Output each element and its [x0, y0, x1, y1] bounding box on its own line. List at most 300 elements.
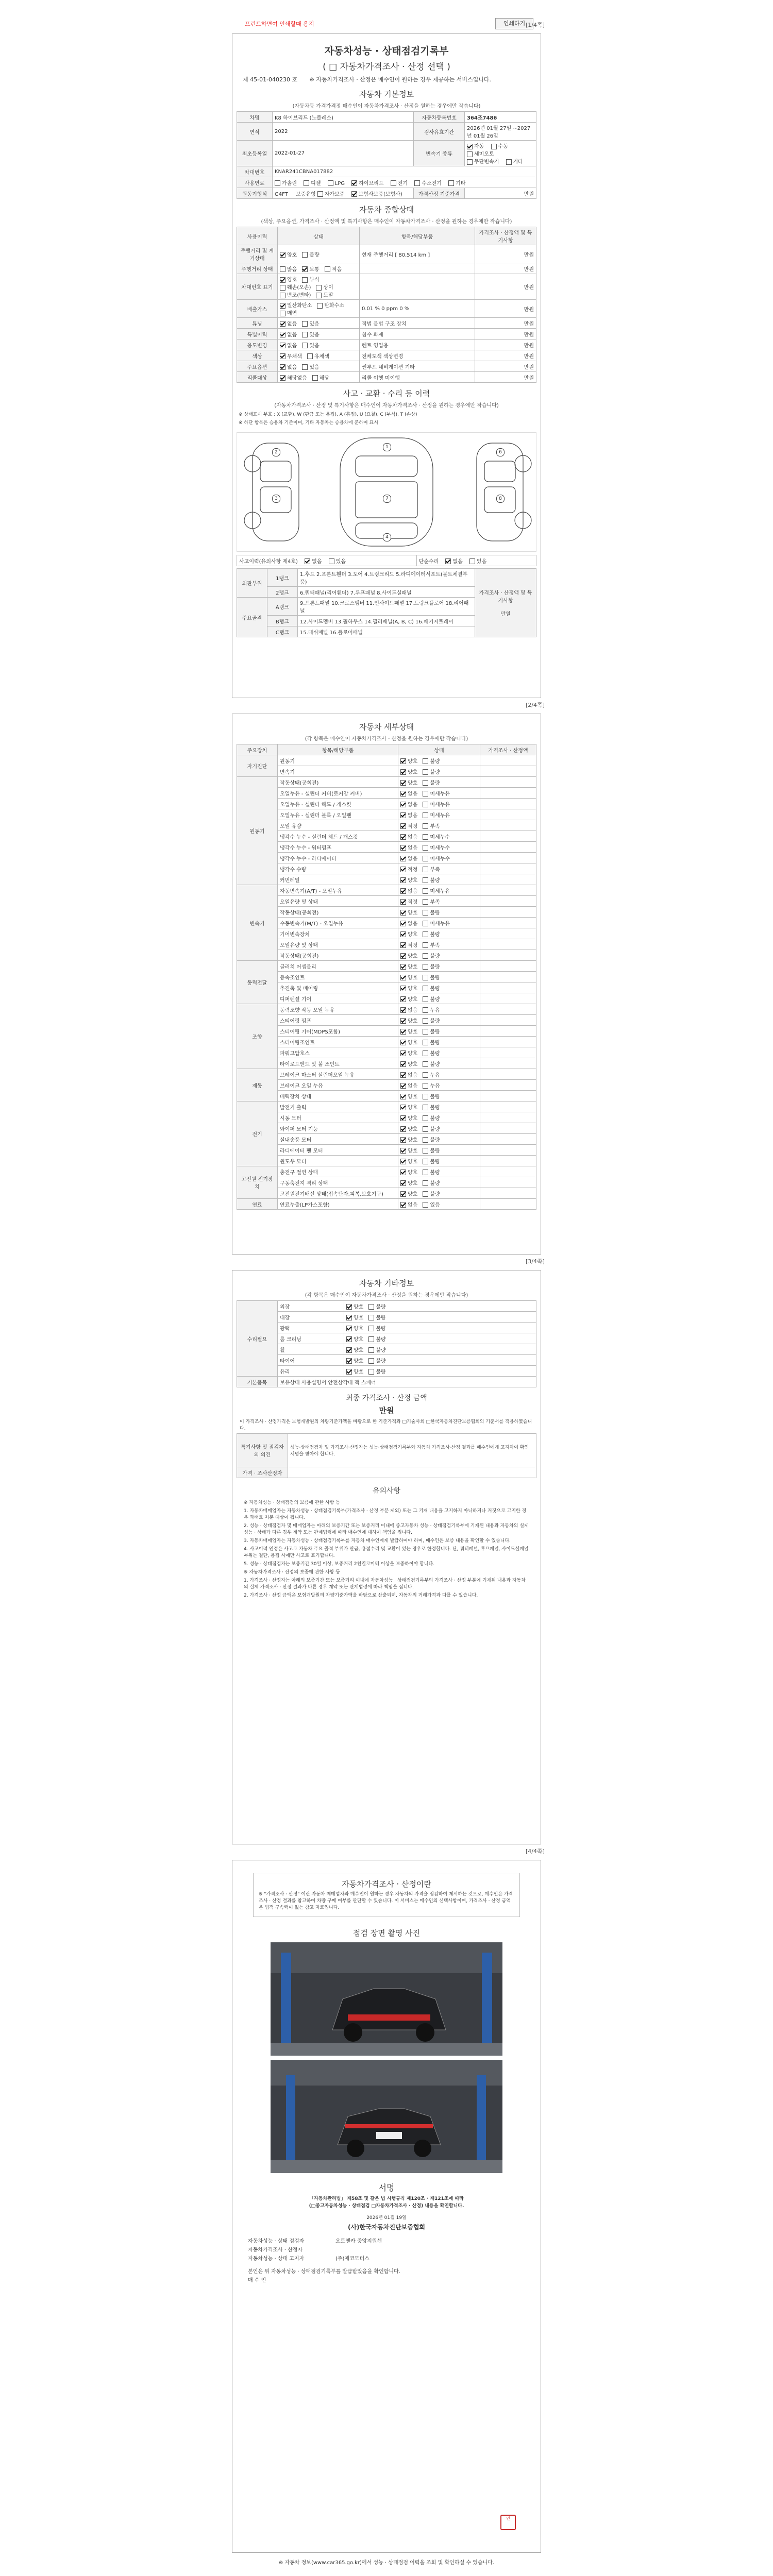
- details-item-price: [480, 755, 536, 766]
- details-item-name: 오일누유 - 실린더 블록 / 오일팬: [278, 809, 398, 820]
- details-item-name: 파워고압호스: [278, 1047, 398, 1058]
- details-checkbox[interactable]: [423, 1126, 428, 1132]
- details-item-status: [398, 777, 480, 788]
- details-checkbox[interactable]: [400, 834, 406, 840]
- details-checkbox[interactable]: [400, 823, 406, 829]
- notice-line: 5. 성능 · 상태점검자는 보증기간 30일 이상, 보증거리 2천킬로미터 이상을 보증하여야 합니다.: [244, 1562, 435, 1567]
- details-item-status: [398, 863, 480, 874]
- status-checkbox[interactable]: [302, 364, 308, 370]
- sig-row-seller: [248, 2254, 525, 2262]
- details-row: [237, 1047, 536, 1058]
- details-checkbox[interactable]: [423, 845, 428, 851]
- status-checkbox[interactable]: [302, 277, 308, 283]
- details-item-price: [480, 788, 536, 799]
- details-checkbox[interactable]: [400, 1202, 406, 1208]
- details-checkbox[interactable]: [400, 1061, 406, 1067]
- details-checkbox[interactable]: [400, 1115, 406, 1121]
- other-option: [346, 1337, 363, 1343]
- other-item-status: [344, 1301, 536, 1312]
- details-checkbox[interactable]: [423, 953, 428, 959]
- other-checkbox[interactable]: [368, 1358, 374, 1364]
- status-checkbox[interactable]: [280, 321, 285, 327]
- details-option-label: 불량: [430, 910, 440, 916]
- details-option: [400, 1202, 417, 1208]
- sig-row-buyer-name: [248, 2276, 525, 2283]
- details-option-label: 양호: [408, 975, 418, 981]
- details-checkbox[interactable]: [423, 964, 428, 970]
- details-checkbox[interactable]: [400, 899, 406, 905]
- details-col-status: 상태: [398, 744, 480, 755]
- other-option-label: 양호: [354, 1369, 364, 1375]
- overall-row-label: 주요옵션: [237, 361, 278, 372]
- details-checkbox[interactable]: [423, 780, 428, 786]
- details-row: [237, 1112, 536, 1123]
- other-checkbox[interactable]: [368, 1347, 374, 1353]
- details-checkbox[interactable]: [423, 1040, 428, 1045]
- other-item-status: [344, 1333, 536, 1344]
- overall-row: [237, 361, 536, 372]
- opinion-text: 성능·상태점검자 및 가격조사·산정자는 성능·상태점검기록부와 자동차 가격조사·산정 결과를 매수인에게 고지하여 확인 서명을 받아야 합니다.: [288, 1434, 536, 1467]
- details-checkbox[interactable]: [400, 769, 406, 775]
- details-checkbox[interactable]: [400, 975, 406, 980]
- status-checkbox[interactable]: [280, 364, 285, 370]
- details-checkbox[interactable]: [423, 1202, 428, 1208]
- part-marker-6: 6: [496, 448, 505, 456]
- accident-history-row: [237, 555, 417, 566]
- details-checkbox[interactable]: [423, 758, 428, 764]
- details-option-label: 불량: [430, 953, 440, 959]
- buyer-statement: 본인은 위 자동차성능 · 상태점검기록부를 발급받았음을 확인합니다.: [248, 2269, 400, 2275]
- details-item-price: [480, 1112, 536, 1123]
- details-checkbox[interactable]: [423, 975, 428, 980]
- notice-box-title: 자동차가격조사 · 산정이란: [342, 1879, 431, 1889]
- status-checkbox[interactable]: [280, 303, 285, 309]
- details-checkbox[interactable]: [423, 1105, 428, 1110]
- other-checkbox[interactable]: [346, 1304, 352, 1310]
- status-checkbox[interactable]: [280, 332, 285, 337]
- other-checkbox[interactable]: [368, 1369, 374, 1375]
- fuel-diesel-checkbox[interactable]: [304, 180, 309, 186]
- details-note: (각 항목은 매수인이 자동차가격조사 · 산정을 원하는 경우에만 작습니다): [305, 736, 468, 742]
- repair-yes-checkbox[interactable]: [469, 558, 475, 564]
- details-checkbox[interactable]: [423, 1094, 428, 1099]
- details-option: [423, 954, 440, 959]
- details-checkbox[interactable]: [400, 931, 406, 937]
- details-checkbox[interactable]: [423, 1159, 428, 1164]
- details-checkbox[interactable]: [423, 877, 428, 883]
- details-checkbox[interactable]: [423, 1050, 428, 1056]
- details-checkbox[interactable]: [400, 1159, 406, 1164]
- other-option-label: 불량: [376, 1369, 386, 1375]
- details-checkbox[interactable]: [423, 1061, 428, 1067]
- status-checkbox[interactable]: [280, 266, 285, 272]
- details-checkbox[interactable]: [423, 856, 428, 861]
- details-option: [400, 997, 417, 1003]
- details-option: [400, 1019, 417, 1024]
- details-checkbox[interactable]: [400, 867, 406, 872]
- details-item-name: 시동 모터: [278, 1112, 398, 1123]
- trans-cvt-checkbox[interactable]: [467, 159, 473, 165]
- other-item-status: [344, 1312, 536, 1323]
- details-option: [400, 1105, 417, 1111]
- details-checkbox[interactable]: [400, 1083, 406, 1089]
- status-checkbox[interactable]: [280, 293, 285, 298]
- status-option: [312, 376, 329, 381]
- details-checkbox[interactable]: [400, 996, 406, 1002]
- details-checkbox[interactable]: [400, 986, 406, 991]
- status-option-label: 유채색: [314, 353, 329, 360]
- status-option: [316, 293, 333, 298]
- first-reg-value: 2022-01-27: [273, 141, 414, 166]
- other-checkbox[interactable]: [346, 1369, 352, 1375]
- details-option-label: 양호: [408, 1018, 418, 1024]
- details-group-name: 조향: [237, 1004, 278, 1069]
- details-checkbox[interactable]: [400, 888, 406, 894]
- other-checkbox[interactable]: [368, 1326, 374, 1331]
- details-option-label: 불량: [430, 1115, 440, 1122]
- details-item-name: 오일누유 - 실린더 커버(로커암 커버): [278, 788, 398, 799]
- overall-row-detail: [360, 263, 475, 274]
- details-item-name: 자동변속기(A/T) - 오일누유: [278, 885, 398, 896]
- status-checkbox[interactable]: [280, 343, 285, 348]
- car-grade: (노블레스): [309, 115, 334, 121]
- details-row: [237, 1091, 536, 1101]
- status-option-label: 도말: [323, 293, 333, 298]
- details-checkbox[interactable]: [423, 802, 428, 807]
- details-row: [237, 853, 536, 863]
- details-checkbox[interactable]: [400, 1029, 406, 1035]
- details-checkbox[interactable]: [423, 1007, 428, 1013]
- details-option-label: 양호: [408, 1159, 418, 1165]
- other-option: [368, 1369, 385, 1375]
- fuel-hydrogen-checkbox[interactable]: [414, 180, 420, 186]
- other-checkbox[interactable]: [346, 1358, 352, 1364]
- details-item-price: [480, 820, 536, 831]
- details-option-label: 양호: [408, 1061, 418, 1067]
- status-checkbox[interactable]: [280, 285, 285, 291]
- overall-row-price: 만원: [475, 263, 536, 274]
- other-option-label: 불량: [376, 1315, 386, 1321]
- trans-option-auto: 자동: [474, 144, 484, 149]
- details-checkbox[interactable]: [400, 1050, 406, 1056]
- details-option: [400, 943, 417, 948]
- details-checkbox[interactable]: [423, 1029, 428, 1035]
- other-checkbox[interactable]: [346, 1336, 352, 1342]
- details-checkbox[interactable]: [400, 1170, 406, 1175]
- details-option: [423, 1019, 440, 1024]
- engine-value: G4FT: [275, 191, 288, 197]
- details-option-label: 미세누유: [430, 791, 450, 797]
- details-row: [237, 1058, 536, 1069]
- details-option-label: 부족: [430, 899, 440, 905]
- details-checkbox[interactable]: [400, 1137, 406, 1143]
- details-item-status: [398, 809, 480, 820]
- status-checkbox[interactable]: [280, 277, 285, 283]
- details-item-name: 와이퍼 모터 기능: [278, 1123, 398, 1134]
- details-checkbox[interactable]: [400, 802, 406, 807]
- details-checkbox[interactable]: [400, 953, 406, 959]
- details-item-name: 수동변속기(M/T) - 오일누유: [278, 918, 398, 928]
- status-option-label: 있음: [309, 321, 320, 327]
- details-checkbox[interactable]: [423, 1170, 428, 1175]
- trans-auto-checkbox[interactable]: [467, 144, 473, 149]
- status-option: [280, 376, 307, 381]
- details-option-label: 적정: [408, 823, 418, 829]
- fuel-etc-checkbox[interactable]: [448, 180, 454, 186]
- doc-no-text: 제 45-01-040230 호: [243, 76, 298, 83]
- details-row: [237, 1069, 536, 1080]
- details-option: [423, 1040, 440, 1046]
- repair-none-checkbox[interactable]: [445, 558, 451, 564]
- status-option-label: 양호: [287, 277, 297, 283]
- other-checkbox[interactable]: [368, 1304, 374, 1310]
- details-option: [423, 781, 440, 786]
- details-option: [400, 900, 417, 905]
- details-checkbox[interactable]: [423, 986, 428, 991]
- fuel-electric-checkbox[interactable]: [391, 180, 396, 186]
- overall-row-detail: [360, 274, 475, 300]
- details-checkbox[interactable]: [423, 791, 428, 796]
- page-3: [232, 1270, 541, 1844]
- overall-row-price: 만원: [475, 361, 536, 372]
- other-option: [368, 1337, 385, 1343]
- details-checkbox[interactable]: [400, 877, 406, 883]
- rank-price-col: [475, 569, 536, 637]
- details-row: [237, 755, 536, 766]
- fuel-gasoline-checkbox[interactable]: [275, 180, 280, 186]
- details-item-name: 추진축 및 베어링: [278, 982, 398, 993]
- status-checkbox[interactable]: [302, 343, 308, 348]
- warranty-self-checkbox[interactable]: [317, 191, 323, 197]
- status-checkbox[interactable]: [302, 321, 308, 327]
- details-option-label: 불량: [430, 1180, 440, 1187]
- details-checkbox[interactable]: [423, 1137, 428, 1143]
- details-checkbox[interactable]: [400, 780, 406, 786]
- details-checkbox[interactable]: [400, 856, 406, 861]
- details-option-label: 양호: [408, 1029, 418, 1035]
- details-col-price: 가격조사 · 산정액: [480, 744, 536, 755]
- page-4: [232, 1860, 541, 2553]
- details-checkbox[interactable]: [400, 1126, 406, 1132]
- other-checkbox[interactable]: [368, 1336, 374, 1342]
- details-checkbox[interactable]: [423, 942, 428, 948]
- top-view: [340, 438, 433, 546]
- other-row: [237, 1333, 536, 1344]
- rank-price-label: 가격조사 · 산정액 및 특기사항: [479, 590, 532, 604]
- trans-etc-checkbox[interactable]: [506, 159, 512, 165]
- details-checkbox[interactable]: [423, 996, 428, 1002]
- details-checkbox[interactable]: [400, 1191, 406, 1197]
- details-checkbox[interactable]: [423, 769, 428, 775]
- details-item-name: 작동상태(공회전): [278, 907, 398, 918]
- details-option: [423, 1138, 440, 1143]
- status-checkbox[interactable]: [317, 303, 323, 309]
- details-checkbox[interactable]: [400, 758, 406, 764]
- warranty-insurer-checkbox[interactable]: [351, 191, 357, 197]
- details-item-price: [480, 1080, 536, 1091]
- status-checkbox[interactable]: [316, 293, 322, 298]
- car-name-cell: [273, 112, 414, 123]
- overall-row-detail: 0.01 % 0 ppm 0 %: [360, 300, 475, 318]
- details-checkbox[interactable]: [400, 942, 406, 948]
- details-option-label: 양호: [408, 910, 418, 916]
- details-option: [423, 986, 440, 992]
- status-option-label: 탄화수소: [324, 303, 344, 309]
- status-option-label: 적음: [331, 266, 342, 273]
- details-row: [237, 918, 536, 928]
- details-item-name: 브레이크 오일 누유: [278, 1080, 398, 1091]
- details-checkbox[interactable]: [423, 921, 428, 926]
- details-option-label: 미세누수: [430, 834, 450, 840]
- details-option: [423, 845, 450, 851]
- fuel-hybrid-checkbox[interactable]: [351, 180, 357, 186]
- other-checkbox[interactable]: [368, 1315, 374, 1320]
- details-option: [400, 975, 417, 981]
- details-checkbox[interactable]: [423, 1180, 428, 1186]
- status-checkbox[interactable]: [280, 353, 285, 359]
- details-item-name: 라디에이터 팬 모터: [278, 1145, 398, 1156]
- details-option-label: 불량: [430, 1050, 440, 1057]
- status-option-label: 양호: [287, 252, 297, 258]
- details-checkbox[interactable]: [400, 1007, 406, 1013]
- engine-cell: [273, 188, 414, 199]
- details-table: [237, 744, 536, 1210]
- details-option-label: 불량: [430, 780, 440, 786]
- status-option: [302, 277, 319, 283]
- details-option-label: 없음: [408, 1202, 418, 1208]
- status-checkbox[interactable]: [316, 285, 322, 291]
- details-item-status: [398, 885, 480, 896]
- details-checkbox[interactable]: [423, 888, 428, 894]
- details-checkbox[interactable]: [423, 899, 428, 905]
- status-option-label: 훼손(오손): [287, 285, 311, 291]
- details-checkbox[interactable]: [400, 921, 406, 926]
- page-2: [232, 714, 541, 1255]
- details-option: [400, 802, 417, 808]
- other-option: [368, 1326, 385, 1332]
- details-item-status: [398, 1026, 480, 1037]
- details-checkbox[interactable]: [400, 1180, 406, 1186]
- details-checkbox[interactable]: [400, 1148, 406, 1154]
- plate-number: 364조7486: [465, 112, 536, 123]
- details-row: [237, 1004, 536, 1015]
- details-item-price: [480, 1004, 536, 1015]
- details-checkbox[interactable]: [423, 1191, 428, 1197]
- fuel-option-lpg: LPG: [334, 180, 345, 187]
- basic-info-table: [237, 111, 536, 199]
- status-checkbox[interactable]: [280, 252, 285, 258]
- overall-row-detail: 적법 불법 구조 장치: [360, 318, 475, 329]
- details-checkbox[interactable]: [400, 1094, 406, 1099]
- warranty-period-label: 검사유효기간: [414, 123, 465, 141]
- fuel-lpg-checkbox[interactable]: [328, 180, 333, 186]
- details-checkbox[interactable]: [423, 910, 428, 916]
- other-checkbox[interactable]: [346, 1347, 352, 1353]
- details-checkbox[interactable]: [400, 791, 406, 796]
- status-checkbox[interactable]: [280, 375, 285, 381]
- details-checkbox[interactable]: [423, 1018, 428, 1024]
- accident-none-checkbox[interactable]: [305, 558, 310, 564]
- status-checkbox[interactable]: [280, 311, 285, 316]
- details-checkbox[interactable]: [400, 845, 406, 851]
- details-checkbox[interactable]: [400, 1072, 406, 1078]
- status-checkbox[interactable]: [302, 332, 308, 337]
- price-assessor-value: [288, 1467, 536, 1478]
- status-checkbox[interactable]: [307, 353, 313, 359]
- details-checkbox[interactable]: [400, 1018, 406, 1024]
- details-row: [237, 928, 536, 939]
- other-option-label: 불량: [376, 1347, 386, 1353]
- overall-row-status: [278, 300, 360, 318]
- details-checkbox[interactable]: [400, 1105, 406, 1110]
- details-checkbox[interactable]: [423, 1148, 428, 1154]
- trans-semi-checkbox[interactable]: [467, 151, 473, 157]
- details-option-label: 적정: [408, 899, 418, 905]
- final-price-unit: 만원: [379, 1406, 394, 1415]
- status-checkbox[interactable]: [312, 375, 318, 381]
- trans-manual-checkbox[interactable]: [491, 144, 497, 149]
- other-info-note: (각 항목은 매수인이 자동차가격조사 · 산정을 원하는 경우에만 작습니다): [305, 1293, 468, 1298]
- details-option-label: 양호: [408, 986, 418, 992]
- details-option-label: 없음: [408, 1072, 418, 1078]
- details-row: [237, 777, 536, 788]
- details-row: [237, 885, 536, 896]
- details-option: [423, 878, 440, 884]
- details-checkbox[interactable]: [423, 1115, 428, 1121]
- details-option-label: 양호: [408, 780, 418, 786]
- details-item-status: [398, 993, 480, 1004]
- details-item-price: [480, 972, 536, 982]
- details-item-name: 작동상태(공회전): [278, 777, 398, 788]
- details-checkbox[interactable]: [423, 812, 428, 818]
- details-item-status: [398, 1199, 480, 1210]
- accident-yes-checkbox[interactable]: [329, 558, 334, 564]
- details-item-status: [398, 961, 480, 972]
- details-option-label: 불량: [430, 877, 440, 884]
- car-name-label: 차명: [237, 112, 273, 123]
- details-checkbox[interactable]: [423, 1083, 428, 1089]
- details-checkbox[interactable]: [423, 931, 428, 937]
- details-checkbox[interactable]: [423, 867, 428, 872]
- details-checkbox[interactable]: [400, 910, 406, 916]
- details-option: [423, 824, 440, 829]
- details-checkbox[interactable]: [400, 812, 406, 818]
- details-checkbox[interactable]: [423, 823, 428, 829]
- repair-option-none: 없음: [452, 558, 463, 565]
- overall-row: [237, 350, 536, 361]
- status-checkbox[interactable]: [325, 266, 330, 272]
- other-checkbox[interactable]: [346, 1315, 352, 1320]
- details-checkbox[interactable]: [400, 1040, 406, 1045]
- overall-row: [237, 300, 536, 318]
- details-item-price: [480, 1199, 536, 1210]
- details-group-name: 고전원 전기장치: [237, 1166, 278, 1199]
- details-checkbox[interactable]: [423, 834, 428, 840]
- details-checkbox[interactable]: [423, 1072, 428, 1078]
- other-item-name: 유리: [278, 1366, 344, 1377]
- print-button[interactable]: 인쇄하기: [495, 18, 533, 29]
- status-checkbox[interactable]: [302, 266, 308, 272]
- details-option: [400, 1094, 417, 1100]
- other-checkbox[interactable]: [346, 1326, 352, 1331]
- details-item-price: [480, 918, 536, 928]
- overall-row-price: 만원: [475, 350, 536, 361]
- details-option-label: 불량: [430, 758, 440, 765]
- status-checkbox[interactable]: [302, 252, 308, 258]
- details-option-label: 미세누유: [430, 921, 450, 927]
- overall-row-detail: 현재 주행거리 [ 80,514 km ]: [360, 245, 475, 263]
- details-checkbox[interactable]: [400, 964, 406, 970]
